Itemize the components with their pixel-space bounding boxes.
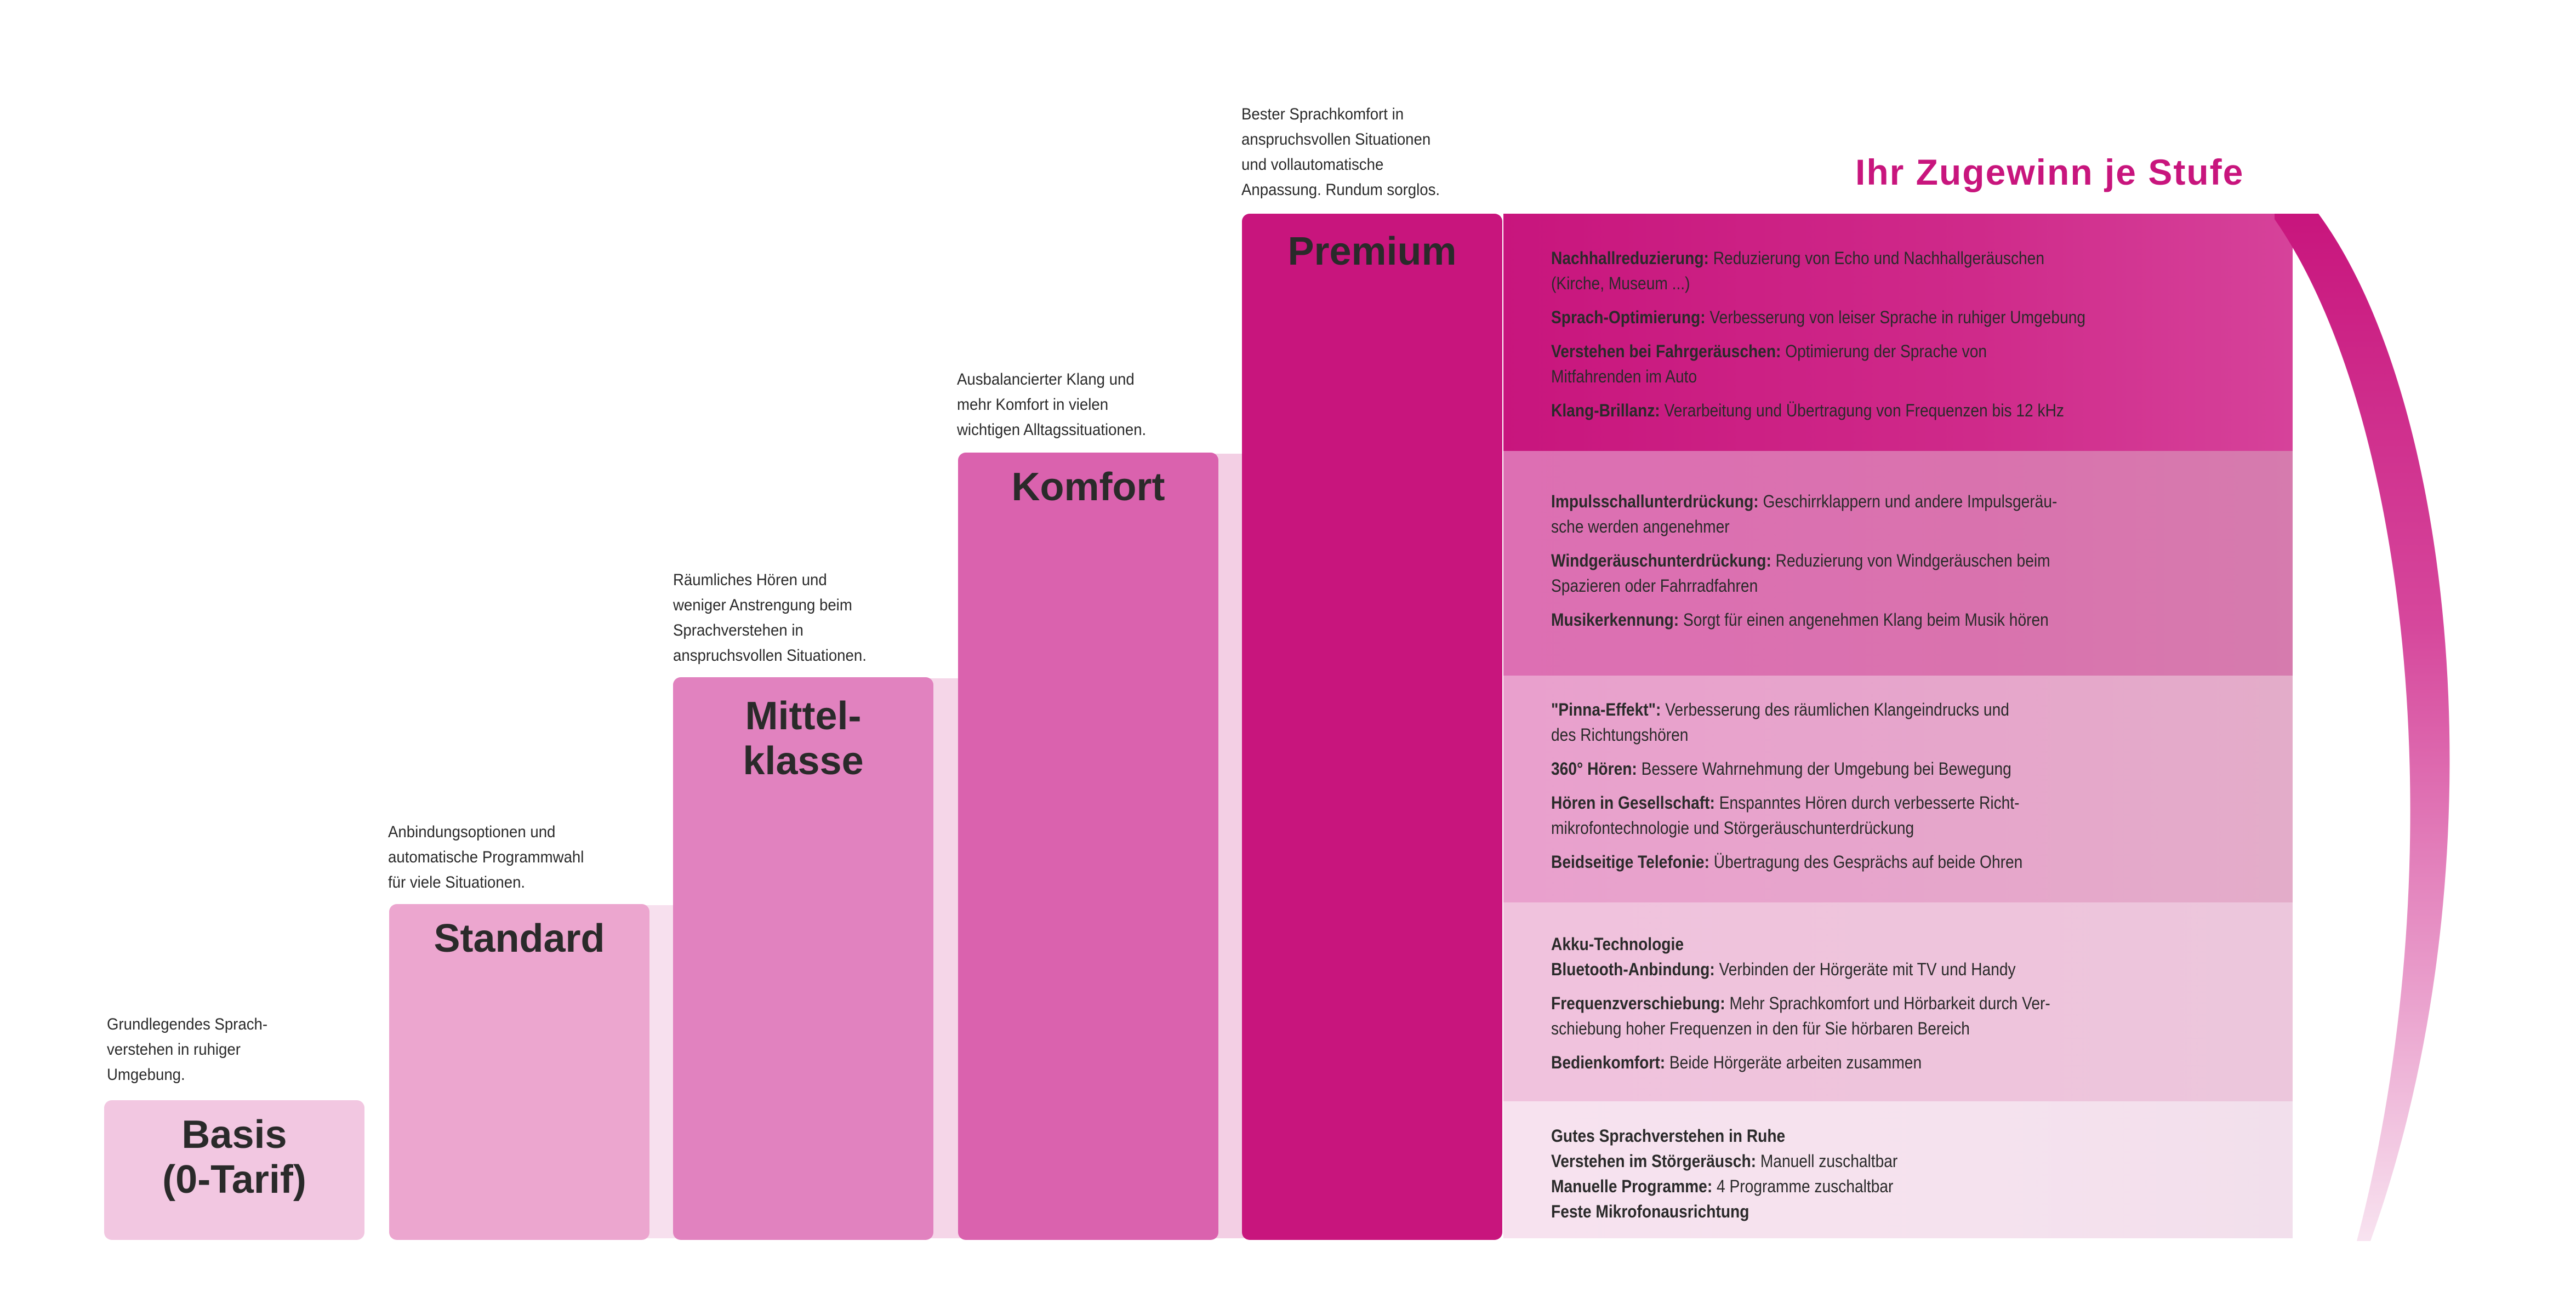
feature-item	[1551, 1050, 2050, 1075]
feature-name: 360° Hören:	[1551, 759, 1637, 779]
feature-description: Reduzierung von Echo und Nachhallgeräuschen	[1708, 248, 2045, 268]
feature-description: Beide Hörgeräte arbeiten zusammen	[1665, 1053, 1922, 1072]
feature-name: Gutes Sprachverstehen in Ruhe	[1551, 1126, 1786, 1146]
tier-label-basis: Basis (0-Tarif)	[162, 1113, 306, 1202]
tier-description-mittelklasse: Räumliches Hören und weniger Anstrengung beim Sprachverstehen in anspruchsvollen Situationen.	[673, 571, 867, 665]
feature-description: Enspanntes Hören durch verbesserte Richt-	[1714, 793, 2020, 813]
tier-label-standard: Standard	[434, 917, 605, 960]
feature-name: Beidseitige Telefonie:	[1551, 852, 1709, 872]
feature-description: Optimierung der Sprache von	[1781, 341, 1987, 361]
feature-name: Frequenzverschiebung:	[1551, 993, 1725, 1013]
feature-item	[1551, 489, 2057, 539]
feature-description: Verbesserung von leiser Sprache in ruhiger Umgebung	[1705, 307, 2086, 327]
feature-name: Impulsschallunterdrückung:	[1551, 491, 1759, 511]
feature-item	[1551, 790, 2022, 841]
feature-item	[1551, 245, 2085, 296]
feature-description: sche werden angenehmer	[1551, 517, 1730, 536]
feature-item	[1551, 756, 2022, 781]
feature-description: Verarbeitung und Übertragung von Frequenzen bis 12 kHz	[1660, 401, 2065, 420]
feature-item	[1551, 339, 2085, 389]
feature-description: Mitfahrenden im Auto	[1551, 367, 1697, 386]
tier-description-komfort: Ausbalancierter Klang und mehr Komfort in vielen wichtigen Alltagssituationen.	[957, 370, 1147, 439]
tier-bar-mittelklasse	[673, 677, 933, 1240]
feature-item	[1551, 607, 2057, 632]
feature-name: Sprach-Optimierung:	[1551, 307, 1706, 327]
tier-bar-basis	[104, 1100, 364, 1240]
tier-bar-premium	[1242, 214, 1502, 1240]
feature-name: Nachhallreduzierung:	[1551, 248, 1709, 268]
tier-label-komfort: Komfort	[1011, 465, 1165, 509]
feature-name: Bedienkomfort:	[1551, 1053, 1666, 1072]
feature-name: Feste Mikrofonausrichtung	[1551, 1202, 1749, 1221]
tier-bar-standard	[389, 904, 649, 1240]
feature-description: mikrofontechnologie und Störgeräuschunterdrückung	[1551, 818, 1914, 838]
feature-description: Sorgt für einen angenehmen Klang beim Musik hören	[1679, 610, 2049, 630]
feature-item	[1551, 1174, 1897, 1199]
feature-description: des Richtungshören	[1551, 725, 1689, 745]
gain-arc	[2275, 208, 2494, 1244]
feature-list-standard	[1551, 931, 2050, 1075]
tier-label-mittelklasse: Mittel- klasse	[743, 694, 864, 783]
feature-name: Hören in Gesellschaft:	[1551, 793, 1715, 813]
feature-name: Klang-Brillanz:	[1551, 401, 1660, 420]
tier-description-basis: Grundlegendes Sprach- verstehen in ruhiger Umgebung.	[107, 1015, 268, 1084]
feature-list-komfort	[1551, 489, 2057, 632]
feature-item	[1551, 957, 2050, 982]
feature-description: Mehr Sprachkomfort und Hörbarkeit durch Ver-	[1725, 993, 2050, 1013]
feature-description: Reduzierung von Windgeräuschen beim	[1771, 551, 2050, 570]
feature-item	[1551, 305, 2085, 330]
feature-item	[1551, 398, 2085, 423]
feature-description: Übertragung des Gesprächs auf beide Ohren	[1709, 852, 2023, 872]
feature-name: Akku-Technologie	[1551, 934, 1684, 954]
feature-name: Bluetooth-Anbindung:	[1551, 959, 1715, 979]
feature-list-basis	[1551, 1123, 1897, 1224]
feature-description: 4 Programme zuschaltbar	[1712, 1176, 1894, 1196]
feature-name: Windgeräuschunterdrückung:	[1551, 551, 1771, 570]
feature-item	[1551, 931, 2050, 957]
feature-list-mittelklasse	[1551, 697, 2022, 874]
feature-name: Verstehen im Störgeräusch:	[1551, 1151, 1757, 1171]
feature-list-premium	[1551, 245, 2085, 423]
tier-bar-komfort	[958, 453, 1218, 1240]
feature-description: Bessere Wahrnehmung der Umgebung bei Bewegung	[1637, 759, 2011, 779]
feature-description: schiebung hoher Frequenzen in den für Sie hörbaren Bereich	[1551, 1019, 1970, 1038]
feature-description: Verbinden der Hörgeräte mit TV und Handy	[1714, 959, 2016, 979]
feature-name: Manuelle Programme:	[1551, 1176, 1713, 1196]
feature-name: "Pinna-Effekt":	[1551, 700, 1661, 719]
feature-description: Spazieren oder Fahrradfahren	[1551, 576, 1758, 596]
tier-description-premium: Bester Sprachkomfort in anspruchsvollen Situationen und vollautomatische Anpassung. Rundum sorglos.	[1241, 105, 1440, 199]
feature-description: (Kirche, Museum ...)	[1551, 273, 1690, 293]
feature-item	[1551, 1148, 1897, 1174]
feature-name: Verstehen bei Fahrgeräuschen:	[1551, 341, 1781, 361]
feature-item	[1551, 1199, 1897, 1224]
tier-description-standard: Anbindungsoptionen und automatische Programmwahl für viele Situationen.	[388, 823, 584, 891]
tier-label-premium: Premium	[1287, 230, 1457, 273]
feature-item	[1551, 849, 2022, 874]
feature-item	[1551, 548, 2057, 598]
feature-description: Geschirrklappern und andere Impulsgeräu-	[1758, 491, 2058, 511]
feature-item	[1551, 697, 2022, 747]
feature-item	[1551, 991, 2050, 1041]
feature-name: Musikerkennung:	[1551, 610, 1679, 630]
feature-item	[1551, 1123, 1897, 1148]
feature-description: Verbesserung des räumlichen Klangeindrucks und	[1661, 700, 2009, 719]
gain-title: Ihr Zugewinn je Stufe	[1855, 152, 2244, 192]
feature-description: Manuell zuschaltbar	[1756, 1151, 1898, 1171]
